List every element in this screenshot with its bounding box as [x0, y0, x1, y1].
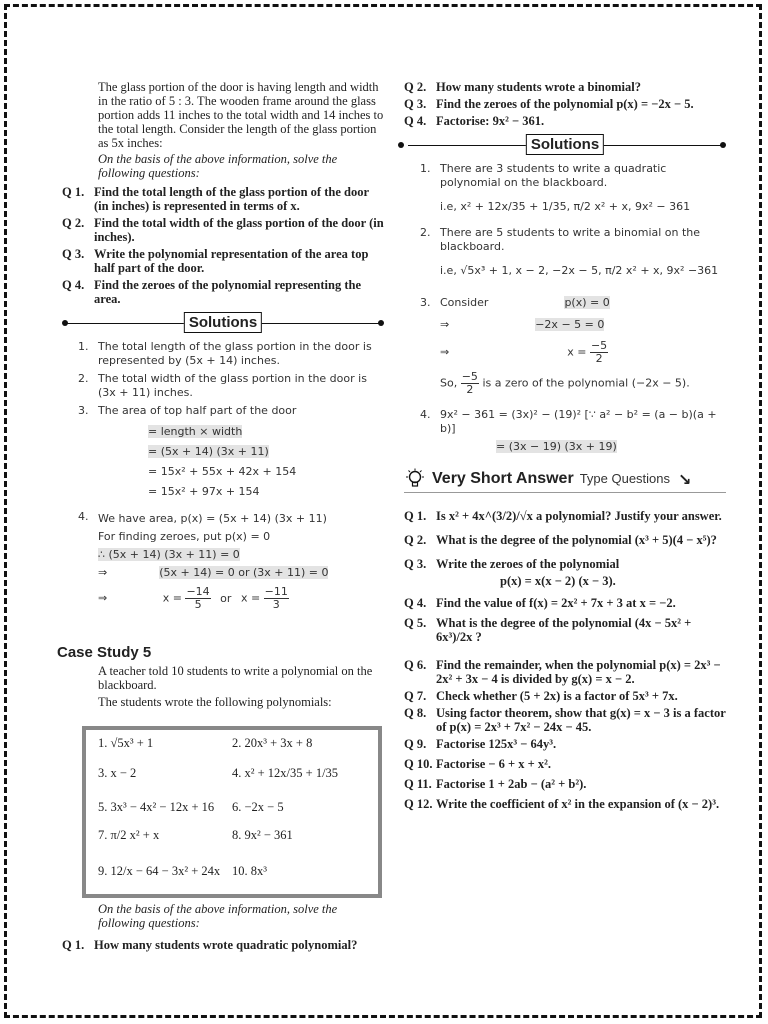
vsa-question: p(x) = x(x − 2) (x − 3).	[500, 574, 616, 588]
solution-4: 4. We have area, p(x) = (5x + 14) (3x + 11) For finding zeroes, put p(x) = 0 ∴ (5x + 14) (3x + 11) = 0 ⇒ (5x + 14) = 0 or (3x + 11) = 0 ⇒ x = $\frac{-14}{5}$ or x = $\frac{-11}{3}$	[78, 510, 329, 611]
vsa-title: Very Short Answer	[432, 470, 574, 487]
area-step: = length × width	[148, 425, 243, 438]
poly-item: 1. √5x³ + 1	[98, 736, 154, 750]
vsa-question: Q 7. Check whether (5 + 2x) is a factor of 5x³ + 7x.	[404, 689, 678, 703]
solutions-heading	[62, 312, 384, 334]
poly-item: 9. 12/x − 64 − 3x² + 24x	[98, 864, 221, 878]
polynomials-box	[82, 726, 382, 898]
arrow-icon: ↘	[678, 469, 692, 489]
solution-2: 2. The total width of the glass portion in the door is (3x + 11) inches.	[78, 372, 367, 399]
intro-paragraph: The glass portion of the door is having length and width in the ratio of 5 : 3. The wooden frame around the glass portion adds 11 inches to the total width and 14 inches to the total length. Consider the length of the glass portion as 5x inches:	[98, 80, 384, 150]
solution-4: 4. 9x² − 361 = (3x)² − (19)² [∵ a² − b² = (a − b)(a + b)]	[420, 408, 717, 435]
question-q1-quadratic: Q 1. How many students wrote quadratic polynomial?	[62, 938, 358, 952]
vsa-subtitle: Type Questions	[579, 471, 671, 486]
vsa-question: Q 1. Is x² + 4x^(3/2)/√x a polynomial? Justify your answer.	[404, 509, 722, 523]
solution-3: 3. The area of top half part of the door	[78, 404, 297, 417]
solution-1-example: i.e, x² + 12x/35 + 1/35, π/2 x² + x, 9x² − 361	[440, 200, 691, 213]
poly-item: 6. −2x − 5	[232, 800, 284, 814]
question-q2: Q 2. Find the total width of the glass portion of the door (in inches).	[62, 216, 384, 244]
solutions-heading-right	[404, 134, 726, 156]
solution-4-result: = (3x − 19) (3x + 19)	[496, 440, 617, 453]
poly-item: 5. 3x³ − 4x² − 12x + 16	[98, 800, 215, 814]
case-text-1: A teacher told 10 students to write a polynomial on the blackboard.	[98, 664, 373, 692]
poly-item: 10. 8x³	[232, 864, 267, 878]
area-step: = 15x² + 55x + 42x + 154	[148, 465, 297, 478]
solutions-label: Solutions	[184, 312, 262, 333]
basis-text: On the basis of the above information, solve the following questions:	[98, 152, 338, 180]
question-q3-zeroes: Q 3. Find the zeroes of the polynomial p(x) = −2x − 5.	[404, 97, 694, 111]
basis-text-2: On the basis of the above information, solve the following questions:	[98, 902, 338, 930]
vsa-question: Q 10. Factorise − 6 + x + x².	[404, 757, 552, 771]
case-questions	[62, 902, 384, 955]
vsa-question: Q 2. What is the degree of the polynomial (x³ + 5)(4 − x⁵)?	[404, 533, 717, 547]
solution-2: 2. There are 5 students to write a binomial on the blackboard.	[420, 226, 701, 253]
vsa-question: Q 11. Factorise 1 + 2ab − (a² + b²).	[404, 777, 587, 791]
lightbulb-icon	[404, 468, 426, 490]
right-column	[404, 80, 726, 814]
poly-item: 7. π/2 x² + x	[98, 828, 160, 842]
case-text-2: The students wrote the following polynomials:	[98, 695, 332, 709]
vsa-question: Q 6. Find the remainder, when the polynomial p(x) = 2x³ − 2x² + 3x − 4 is divided by g(x) = x − 2.	[404, 658, 721, 686]
poly-item: 8. 9x² − 361	[232, 828, 293, 842]
question-q4: Q 4. Find the zeroes of the polynomial representing the area.	[62, 278, 361, 306]
case-study-title: Case Study 5	[57, 644, 152, 661]
solution-2-example: i.e, √5x³ + 1, x − 2, −2x − 5, π/2 x² + x, 9x² −361	[440, 264, 719, 277]
question-q2-binomial: Q 2. How many students wrote a binomial?	[404, 80, 641, 94]
left-column	[62, 80, 384, 615]
poly-item: 4. x² + 12x/35 + 1/35	[232, 766, 339, 780]
vsa-heading	[404, 468, 726, 493]
vsa-question: Q 5. What is the degree of the polynomial (4x − 5x² + 6x³)/2x ?	[404, 616, 692, 644]
vsa-question: Q 9. Factorise 125x³ − 64y³.	[404, 737, 557, 751]
question-q1: Q 1. Find the total length of the glass portion of the door (in inches) is represented in terms of x.	[62, 185, 369, 213]
vsa-question: Q 12. Write the coefficient of x² in the expansion of (x − 2)³.	[404, 797, 720, 811]
question-q3: Q 3. Write the polynomial representation of the area top half part of the door.	[62, 247, 369, 275]
question-q4-factorise: Q 4. Factorise: 9x² − 361.	[404, 114, 545, 128]
solutions-label: Solutions	[526, 134, 604, 155]
solution-1: 1. There are 3 students to write a quadratic polynomial on the blackboard.	[420, 162, 667, 189]
solution-1: 1. The total length of the glass portion in the door is represented by (5x + 14) inches.	[78, 340, 372, 367]
area-step: = 15x² + 97x + 154	[148, 485, 260, 498]
poly-item: 2. 20x³ + 3x + 8	[232, 736, 313, 750]
vsa-question: Q 8. Using factor theorem, show that g(x) = x − 3 is a factor of p(x) = 2x³ + 7x² − 24x − 45.	[404, 706, 726, 734]
poly-item: 3. x − 2	[98, 766, 137, 780]
vsa-question: Q 4. Find the value of f(x) = 2x² + 7x + 3 at x = −2.	[404, 596, 676, 610]
vsa-question: Q 3. Write the zeroes of the polynomial	[404, 557, 620, 571]
solution-3: 3. Consider p(x) = 0 ⇒ −2x − 5 = 0 ⇒ x = $\frac{-5}{2}$ So, $\frac{-5}{2}$ is a zero of the polynomial (−2x − 5).	[420, 296, 690, 396]
case-study-body	[98, 664, 384, 709]
area-step: = (5x + 14) (3x + 11)	[148, 445, 269, 458]
